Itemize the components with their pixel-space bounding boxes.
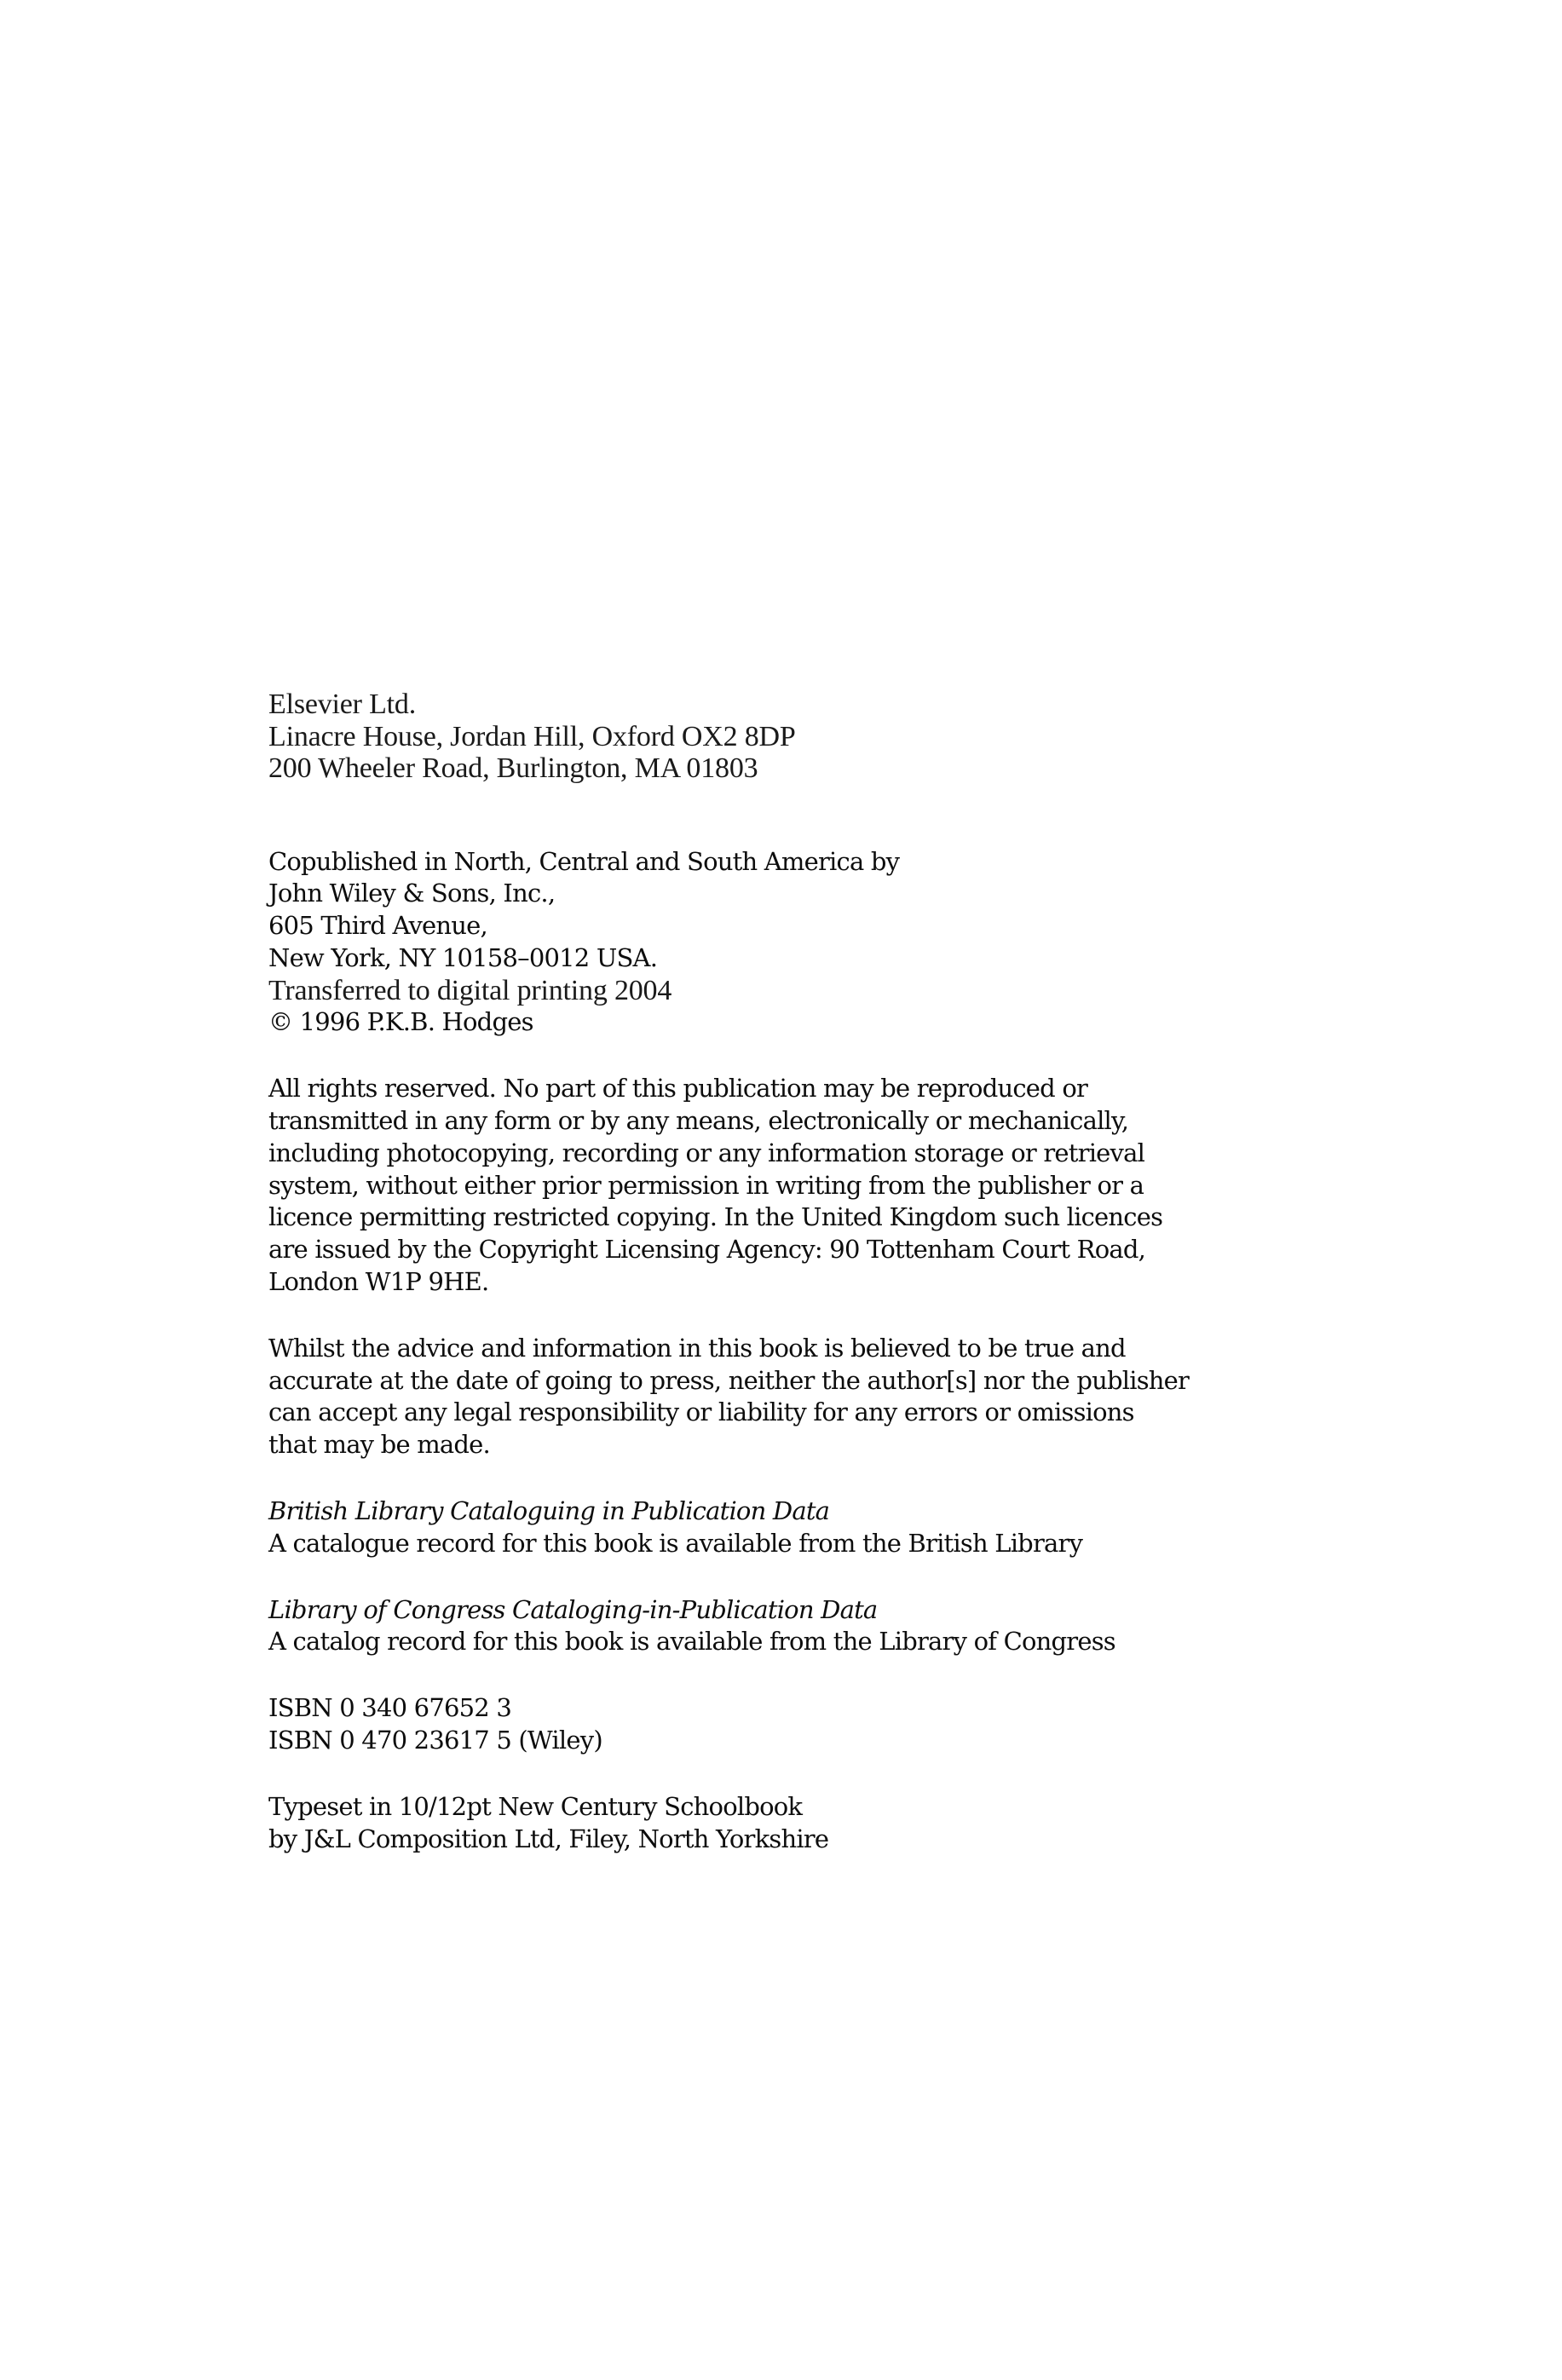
isbn-line: ISBN 0 340 67652 3 bbox=[268, 1693, 511, 1723]
british-library-heading: British Library Cataloguing in Publication Data bbox=[268, 1496, 830, 1526]
publisher-address bbox=[268, 689, 1402, 785]
typeset-line: Typeset in 10/12pt New Century Schoolbook bbox=[268, 1791, 803, 1821]
library-of-congress-heading: Library of Congress Cataloging-in-Publication Data bbox=[268, 1594, 878, 1624]
rights-reserved-paragraph bbox=[268, 1073, 1402, 1299]
typeset-block bbox=[268, 1791, 1402, 1856]
address-line: Elsevier Ltd. bbox=[268, 689, 417, 720]
copublisher-line: 605 Third Avenue, bbox=[268, 911, 487, 941]
paragraph-line: can accept any legal responsibility or liability for any errors or omissions bbox=[268, 1397, 1134, 1427]
paragraph-line: Whilst the advice and information in this book is believed to be true and bbox=[268, 1333, 1126, 1363]
paragraph-line: accurate at the date of going to press, neither the author[s] nor the publisher bbox=[268, 1365, 1190, 1395]
library-of-congress-block bbox=[268, 1594, 1402, 1659]
paragraph-line: that may be made. bbox=[268, 1430, 490, 1460]
address-line: Linacre House, Jordan Hill, Oxford OX2 8DP bbox=[268, 720, 796, 752]
typeset-line: by J&L Composition Ltd, Filey, North Yorkshire bbox=[268, 1824, 829, 1853]
digital-printing-note: Transferred to digital printing 2004 bbox=[268, 974, 672, 1006]
paragraph-line: are issued by the Copyright Licensing Agency: 90 Tottenham Court Road, bbox=[268, 1235, 1146, 1265]
copublisher-block bbox=[268, 846, 1402, 1040]
paragraph-line: licence permitting restricted copying. In the United Kingdom such licences bbox=[268, 1202, 1163, 1232]
british-library-block bbox=[268, 1495, 1402, 1560]
copublisher-line: John Wiley & Sons, Inc., bbox=[268, 879, 556, 908]
library-of-congress-text: A catalog record for this book is available from the Library of Congress bbox=[268, 1627, 1115, 1657]
paragraph-line: All rights reserved. No part of this publication may be reproduced or bbox=[268, 1074, 1088, 1104]
paragraph-line: including photocopying, recording or any information storage or retrieval bbox=[268, 1138, 1145, 1167]
paragraph-line: transmitted in any form or by any means, electronically or mechanically, bbox=[268, 1106, 1129, 1136]
british-library-text: A catalogue record for this book is available from the British Library bbox=[268, 1528, 1083, 1558]
paragraph-line: system, without either prior permission in writing from the publisher or a bbox=[268, 1170, 1144, 1200]
copublisher-line: Copublished in North, Central and South America by bbox=[268, 846, 900, 876]
paragraph-line: London W1P 9HE. bbox=[268, 1267, 489, 1297]
address-line: 200 Wheeler Road, Burlington, MA 01803 bbox=[268, 752, 758, 784]
copyright-notice: © 1996 P.K.B. Hodges bbox=[268, 1007, 533, 1037]
copublisher-line: New York, NY 10158–0012 USA. bbox=[268, 942, 658, 972]
isbn-block bbox=[268, 1692, 1402, 1757]
isbn-line: ISBN 0 470 23617 5 (Wiley) bbox=[268, 1726, 602, 1755]
copyright-page bbox=[268, 689, 1402, 1855]
disclaimer-paragraph bbox=[268, 1333, 1402, 1461]
